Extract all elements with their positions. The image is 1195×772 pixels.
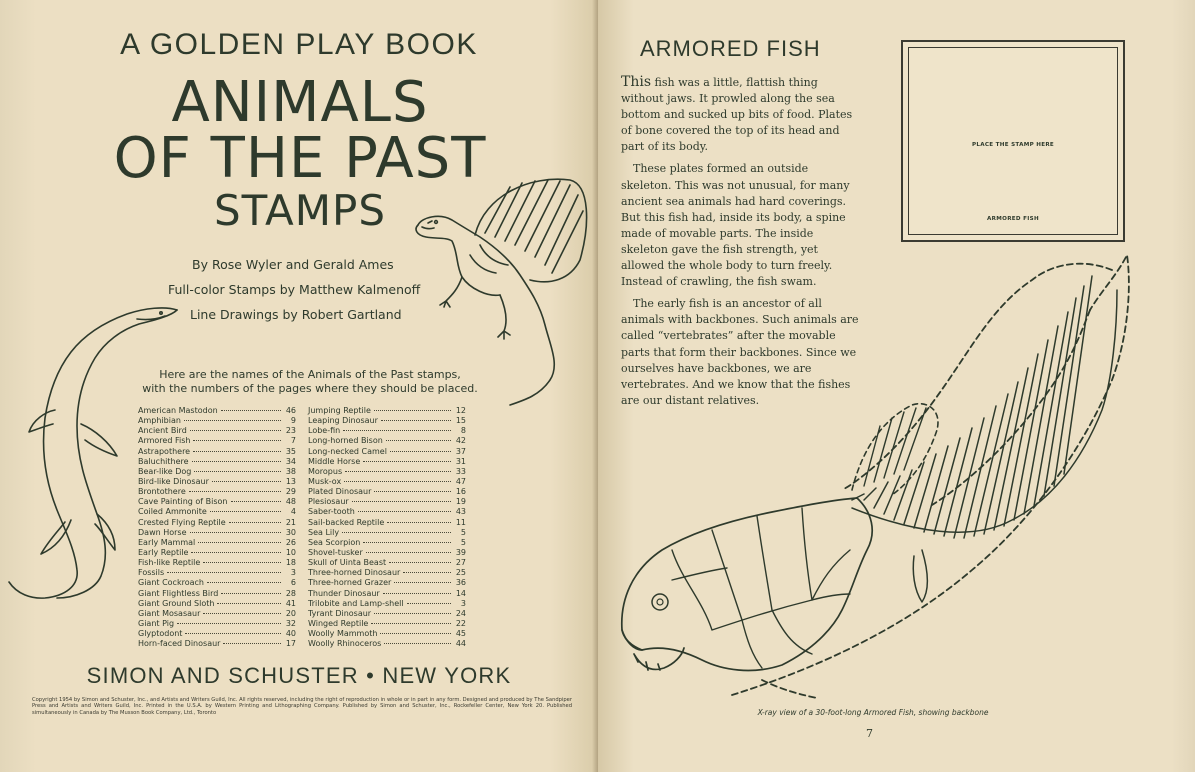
stamp-page-number: 29 [285,487,296,497]
stamp-name: Amphibian [138,416,181,426]
article-dropcap: This [621,74,652,90]
stamp-name: Bear-like Dog [138,466,192,476]
stamp-name: Sea Lily [308,527,340,537]
stamp-page-number: 4 [290,507,296,517]
stamp-list-item [308,599,466,609]
stamp-name: Early Mammal [138,537,196,547]
stamp-page-number: 27 [455,558,466,568]
dot-leader [191,552,281,553]
stamp-page-number: 44 [455,639,466,649]
dot-leader [203,562,281,563]
dot-leader [192,461,281,462]
stamp-name: Middle Horse [308,456,361,466]
dot-leader [193,440,281,441]
stamp-name: Bird-like Dinosaur [138,476,209,486]
stamp-name: Plesiosaur [308,497,349,507]
stamp-page-number: 22 [455,618,466,628]
stamp-name: Giant Ground Sloth [138,598,215,608]
stamp-name: Giant Mosasaur [138,608,201,618]
stamp-page-number: 38 [285,466,296,476]
dot-leader [190,430,281,431]
stamp-box-inner-frame [908,47,1118,235]
stamp-page-number: 12 [455,406,466,415]
stamp-page-number: 9 [290,416,296,426]
dot-leader [193,451,281,452]
stamp-page-number: 30 [285,527,296,537]
stamp-list-item [308,568,466,578]
stamp-list-item [308,497,466,507]
dot-leader [185,633,281,634]
stamp-page-number: 41 [285,598,296,608]
stamp-page-number: 21 [285,517,296,527]
stamp-page-number: 47 [455,476,466,486]
dot-leader [380,633,451,634]
dot-leader [217,603,281,604]
dot-leader [371,623,451,624]
stamp-name: Moropus [308,466,343,476]
stamp-name: Long-horned Bison [308,436,383,446]
stamp-page-number: 37 [455,446,466,456]
stamp-name: Armored Fish [138,436,191,446]
stamp-page-number: 14 [455,588,466,598]
dot-leader [374,491,451,492]
dot-leader [221,410,281,411]
stamp-name: Baluchithere [138,456,189,466]
stamp-page-number: 45 [455,629,466,639]
stamp-list-item [308,548,466,558]
stamp-name: Winged Reptile [308,618,369,628]
stamp-list-item [308,578,466,588]
article-paragraph-2: These plates formed an outside skeleton. This was not unusual, for many ancient sea animals had hard coverings. But this fish had, inside its body, a spine made of movable parts. The inside skeleton gave the fish strength, yet allowed the whole body to turn freely. Instead of crawling, the fish swam. [621,162,850,289]
dot-leader [344,481,451,482]
dot-leader [231,501,282,502]
illustration-caption: X-ray view of a 30-foot-long Armored Fish, showing backbone [757,708,989,717]
stamp-page-number: 19 [455,497,466,507]
dot-leader [407,603,451,604]
dot-leader [363,542,451,543]
stamp-name: Astrapothere [138,446,191,456]
stamp-page-number: 32 [285,618,296,628]
dot-leader [184,420,281,421]
stamp-page-number: 11 [455,517,466,527]
stamp-page-number: 48 [285,497,296,507]
stamp-page-number: 36 [455,578,466,588]
dot-leader [223,643,281,644]
stamp-list-item [308,528,466,538]
stamp-list-item [308,619,466,629]
stamp-page-number: 3 [290,568,296,578]
stamp-name: Jumping Reptile [308,406,371,415]
article-title: ARMORED FISH [640,36,821,61]
armored-fish-xray-illustration [612,250,1142,705]
stamp-page-number: 8 [460,426,466,436]
stamp-page-number: 10 [285,547,296,557]
stamp-name: Coiled Ammonite [138,507,207,517]
dot-leader [198,542,281,543]
stamp-page-number: 28 [285,588,296,598]
dot-leader [384,643,451,644]
stamp-page-number: 42 [455,436,466,446]
dot-leader [363,461,451,462]
dot-leader [212,481,281,482]
stamp-name: Sea Scorpion [308,537,361,547]
stamp-list-item [308,487,466,497]
stamp-artist-credit: Full-color Stamps by Matthew Kalmenoff [168,282,421,297]
stamp-page-number: 13 [285,476,296,486]
stamp-name: Giant Cockroach [138,578,204,588]
stamp-name: Early Reptile [138,547,189,557]
authors-credit: By Rose Wyler and Gerald Ames [192,257,394,272]
dot-leader [381,420,451,421]
stamp-name: Crested Flying Reptile [138,517,226,527]
stamp-name: Thunder Dinosaur [308,588,380,598]
stamp-list-item [308,589,466,599]
stamp-list-item [308,639,466,649]
dot-leader [343,430,451,431]
dot-leader [394,582,451,583]
book-title-line-3: STAMPS [213,186,386,235]
stamp-page-number: 5 [460,527,466,537]
stamp-list-column-2 [308,406,466,649]
sail-backed-reptile-illustration [400,165,600,410]
fish-like-reptile-illustration [5,300,185,605]
dot-leader [352,501,451,502]
stamp-list-item [308,467,466,477]
dot-leader [229,522,281,523]
stamp-page-number: 5 [460,537,466,547]
stamp-name: Horn-faced Dinosaur [138,639,221,649]
stamp-name: Shovel-tusker [308,547,363,557]
stamp-list-item [308,436,466,446]
series-title: A GOLDEN PLAY BOOK [120,28,478,61]
stamp-name: Ancient Bird [138,426,187,436]
dot-leader [358,511,451,512]
dot-leader [342,532,451,533]
stamp-name: Giant Pig [138,618,175,628]
dot-leader [366,552,451,553]
book-title-line-2: OF THE PAST [113,126,487,191]
stamp-name: Fish-like Reptile [138,558,201,568]
stamp-page-number: 6 [290,578,296,588]
stamp-placement-box[interactable] [901,40,1125,242]
stamp-name: Dawn Horse [138,527,187,537]
article-paragraph-1-text: fish was a little, flattish thing without jaws. It prowled along the sea bottom and sucked up bits of food. Plates of bone covered the top of its head and part of its body. [621,76,853,154]
stamp-page-number: 26 [285,537,296,547]
stamp-page-number: 24 [455,608,466,618]
stamp-page-number: 18 [285,558,296,568]
dot-leader [189,491,281,492]
dot-leader [389,562,451,563]
stamp-page-number: 31 [455,456,466,466]
stamp-name: Lobe-fin [308,426,341,436]
stamp-name: Three-horned Grazer [308,578,392,588]
stamp-list-item [138,629,296,639]
stamp-name: Woolly Rhinoceros [308,639,382,649]
stamp-name: Tyrant Dinosaur [308,608,372,618]
stamp-list-item [308,629,466,639]
stamp-name: Sail-backed Reptile [308,517,385,527]
stamp-list-item [308,447,466,457]
dot-leader [374,410,451,411]
dot-leader [374,613,451,614]
stamp-name: Brontothere [138,487,186,497]
stamp-list-item [308,538,466,548]
dot-leader [207,582,281,583]
line-artist-credit: Line Drawings by Robert Gartland [190,307,402,322]
stamp-instruction: PLACE THE STAMP HERE [971,142,1055,148]
dot-leader [190,532,281,533]
stamp-name: Leaping Dinosaur [308,416,378,426]
stamp-page-number: 17 [285,639,296,649]
stamp-page-number: 39 [455,547,466,557]
publisher-line: SIMON AND SCHUSTER • NEW YORK [86,663,512,688]
stamp-page-number: 7 [290,436,296,446]
copyright-notice: Copyright 1954 by Simon and Schuster, Inc., and Artists and Writers Guild, Inc. All rights reserved, including the right of reproduction in whole or in part in any form. Designed and produced by The Sandpiper Press and Artists and Writers Guild, Inc. Printed in the U.S.A. by Western Printing and Lithographing Company. Published by Simon and Schuster, Inc., Rockefeller Center, New York 20. Published simultaneously in Canada by The Musson Book Company, Ltd., Toronto [32,697,572,716]
intro-line-1: Here are the names of the Animals of the Past stamps, [159,368,461,381]
stamp-name: Skull of Uinta Beast [308,558,387,568]
stamp-page-number: 3 [460,598,466,608]
stamp-page-number: 23 [285,426,296,436]
stamp-list-item [308,609,466,619]
stamp-page-number: 15 [455,416,466,426]
stamp-name: Plated Dinosaur [308,487,372,497]
article-paragraph-3: The early fish is an ancestor of all animals with backbones. Such animals are called “vertebrates” after the movable parts that form their backbones. Since we ourselves have backbones, we are vertebrates. And we know that the fishes are our distant relatives. [621,297,859,407]
stamp-name: Saber-tooth [308,507,355,517]
stamp-page-number: 43 [455,507,466,517]
stamp-name: Woolly Mammoth [308,629,378,639]
stamp-name: Trilobite and Lamp-shell [308,598,404,608]
stamp-list-item [308,558,466,568]
stamp-page-number: 40 [285,629,296,639]
stamp-page-number: 33 [455,466,466,476]
stamp-list-item [308,518,466,528]
stamp-page-number: 16 [455,487,466,497]
dot-leader [203,613,281,614]
stamp-list-item [308,507,466,517]
dot-leader [221,593,281,594]
stamp-name: Fossils [138,568,165,578]
stamp-list-item [308,477,466,487]
stamp-list-item [308,426,466,436]
stamp-name: Giant Flightless Bird [138,588,219,598]
book-title-line-1: ANIMALS [171,70,429,135]
stamp-list-item [138,619,296,629]
stamp-list-item [308,416,466,426]
stamp-name: Musk-ox [308,476,342,486]
dot-leader [403,572,451,573]
stamp-name: Glyptodont [138,629,183,639]
page-number: 7 [866,727,873,740]
dot-leader [386,440,451,441]
article-paragraph-1 [621,74,861,155]
stamp-label: ARMORED FISH [987,216,1039,222]
stamp-page-number: 35 [285,446,296,456]
dot-leader [387,522,451,523]
dot-leader [177,623,281,624]
dot-leader [390,451,451,452]
stamp-list-item [308,457,466,467]
stamp-page-number: 46 [285,406,296,415]
stamp-name: Cave Painting of Bison [138,497,228,507]
dot-leader [383,593,451,594]
stamp-list-item [138,639,296,649]
dot-leader [194,471,281,472]
stamp-page-number: 34 [285,456,296,466]
stamp-name: Three-horned Dinosaur [308,568,401,578]
stamp-page-number: 20 [285,608,296,618]
intro-line-2: with the numbers of the pages where they should be placed. [142,382,478,395]
stamp-name: American Mastodon [138,406,218,415]
stamp-name: Long-necked Camel [308,446,387,456]
stamp-page-number: 25 [455,568,466,578]
stamp-list-item [138,609,296,619]
dot-leader [345,471,451,472]
dot-leader [210,511,281,512]
